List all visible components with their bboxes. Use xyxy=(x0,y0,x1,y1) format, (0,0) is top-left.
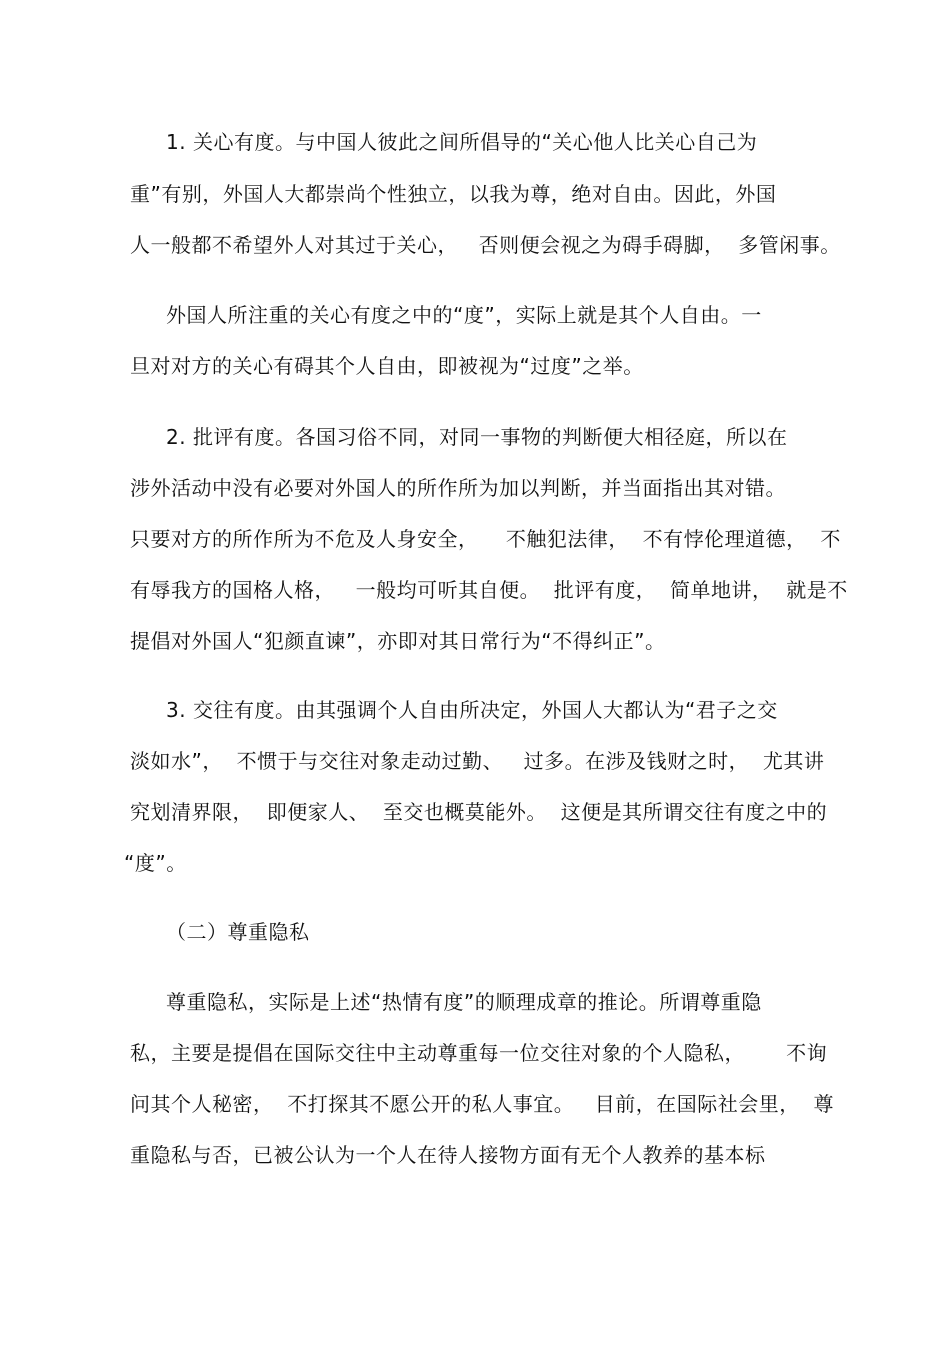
text-line: 涉外活动中没有必要对外国人的所作所为加以判断，并当面指出其对错。 xyxy=(130,476,786,500)
text-line: 旦对对方的关心有碍其个人自由，即被视为“过度”之举。 xyxy=(130,354,644,378)
text-line: 有辱我方的国格人格， 一般均可听其自便。 批评有度， 简单地讲， 就是不 xyxy=(130,578,848,602)
text-line: 私，主要是提倡在国际交往中主动尊重每一位交往对象的个人隐私， 不询 xyxy=(130,1041,828,1065)
text-line: 2. 批评有度。各国习俗不同，对同一事物的判断便大相径庭，所以在 xyxy=(166,425,788,449)
text-line: 重隐私与否，已被公认为一个人在待人接物方面有无个人教养的基本标 xyxy=(130,1143,766,1167)
text-line: 重”有别，外国人大都崇尚个性独立，以我为尊，绝对自由。因此，外国 xyxy=(130,182,777,206)
text-line: 外国人所注重的关心有度之中的“度”，实际上就是其个人自由。一 xyxy=(166,303,762,327)
text-line: 只要对方的所作所为不危及人身安全， 不触犯法律， 不有悖伦理道德， 不 xyxy=(130,527,841,551)
text-line: 问其个人秘密， 不打探其不愿公开的私人事宜。 目前，在国际社会里， 尊 xyxy=(130,1092,835,1116)
text-line: 提倡对外国人“犯颜直谏”，亦即对其日常行为“不得纠正”。 xyxy=(130,629,666,653)
text-line: 淡如水”， 不惯于与交往对象走动过勤、 过多。在涉及钱财之时， 尤其讲 xyxy=(130,749,825,773)
text-line: 3. 交往有度。由其强调个人自由所决定，外国人大都认为“君子之交 xyxy=(166,698,778,722)
text-line: “度”。 xyxy=(124,851,187,875)
text-line: 1. 关心有度。与中国人彼此之间所倡导的“关心他人比关心自己为 xyxy=(166,130,758,154)
text-line: 人一般都不希望外人对其过于关心， 否则便会视之为碍手碍脚， 多管闲事。 xyxy=(130,233,841,257)
text-line: 尊重隐私，实际是上述“热情有度”的顺理成章的推论。所谓尊重隐 xyxy=(166,990,762,1014)
text-line: 究划清界限， 即便家人、 至交也概莫能外。 这便是其所谓交往有度之中的 xyxy=(130,800,828,824)
section-heading: （二）尊重隐私 xyxy=(166,920,310,944)
